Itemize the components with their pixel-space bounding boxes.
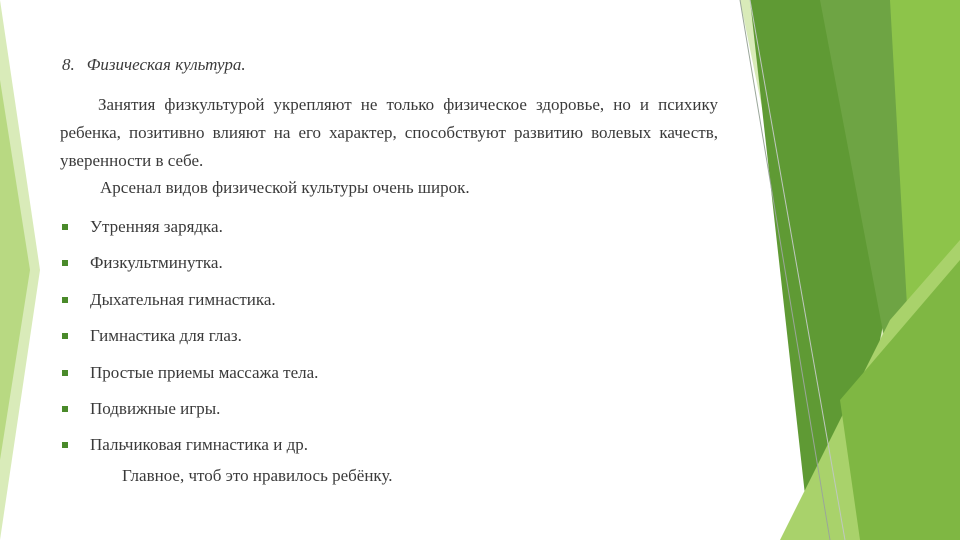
list-item: [60, 213, 318, 249]
square-bullet-icon: [62, 260, 68, 266]
heading-number: 8.: [62, 55, 75, 74]
list-item: [60, 286, 318, 322]
list-item: [60, 359, 318, 395]
left-decorative-shape: [0, 0, 40, 540]
closing-text: Главное, чтоб это нравилось ребёнку.: [122, 466, 393, 485]
list-item: [60, 395, 318, 431]
square-bullet-icon: [62, 333, 68, 339]
list-item-label: Простые приемы массажа тела.: [90, 362, 319, 382]
list-item: [60, 322, 318, 358]
list-item-label: Физкультминутка.: [90, 253, 223, 273]
list-intro: Арсенал видов физической культуры очень широк.: [100, 178, 470, 197]
list-item-label: Подвижные игры.: [90, 398, 221, 418]
body-paragraph: Занятия физкультурой укрепляют не только физическое здоровье, но и психику ребенка, позитивно влияют на его характер, способствуют развитию волевых качеств, уверенности в себе.: [60, 95, 718, 170]
heading-title: Физическая культура.: [86, 55, 246, 74]
square-bullet-icon: [62, 370, 68, 376]
square-bullet-icon: [62, 442, 68, 448]
section-heading: [62, 55, 246, 75]
list-item-label: Гимнастика для глаз.: [90, 326, 242, 346]
list-item-label: Утренняя зарядка.: [90, 217, 223, 236]
list-item: [60, 249, 318, 285]
square-bullet-icon: [62, 297, 68, 303]
square-bullet-icon: [62, 406, 68, 412]
list-item-label: Пальчиковая гимнастика и др.: [90, 435, 308, 455]
right-decorative-shapes: [720, 0, 960, 540]
list-item-label: Дыхательная гимнастика.: [90, 289, 276, 309]
square-bullet-icon: [62, 224, 68, 230]
bullet-list: [60, 213, 318, 468]
slide-content: [60, 0, 730, 540]
list-item: [60, 431, 318, 467]
